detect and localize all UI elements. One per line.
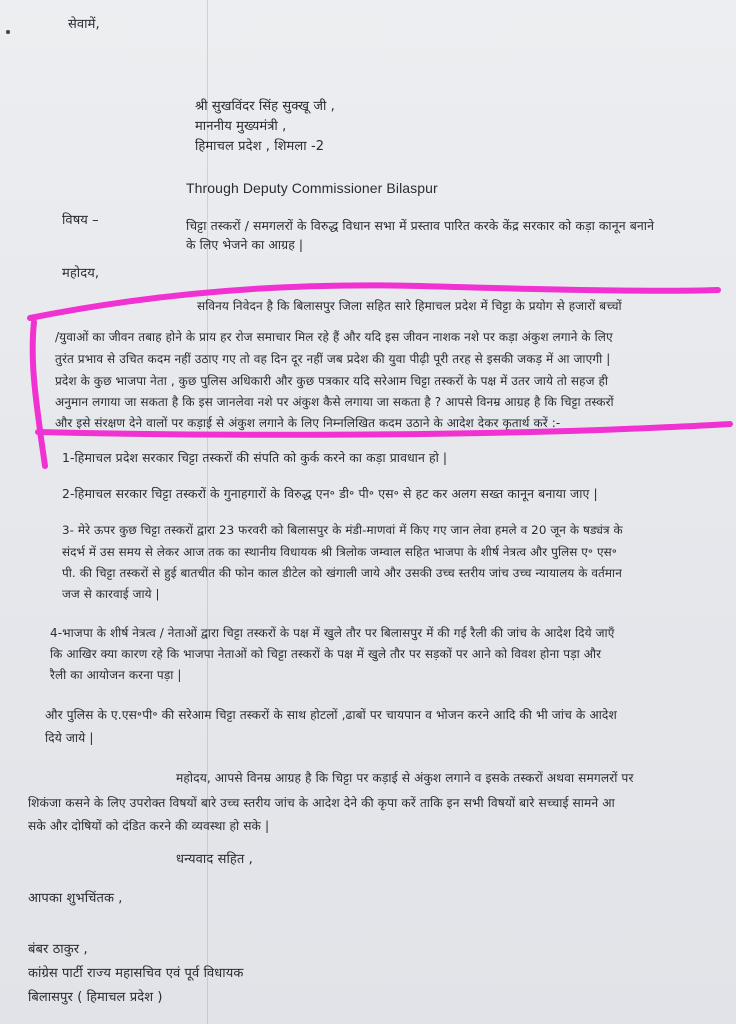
intro-line: अनुमान लगाया जा सकता है कि इस जानलेवा नशे पर अंकुश कैसे लगाया जा सकता है ? आपसे विनम्र आग्रह है कि चिट्टा तस्करों	[55, 395, 614, 409]
signer-name: बंबर ठाकुर ,	[28, 942, 88, 957]
pink-highlight-stroke	[30, 285, 730, 466]
intro-line: तुरंत प्रभाव से उचित कदम नहीं उठाए गए तो वह दिन दूर नहीं जब प्रदेश की युवा पीढ़ी पूरी तरह से इसकी जकड़ में आ जाएगी |	[55, 352, 611, 366]
point-1: 1-हिमाचल प्रदेश सरकार चिट्टा तस्करों की संपति को कुर्क करने का कड़ा प्रावधान हो |	[62, 450, 448, 465]
through-line: Through Deputy Commissioner Bilaspur	[186, 180, 438, 196]
subject-line-1: चिट्टा तस्करों / समगलरों के विरुद्ध विधान सभा में प्रस्ताव पारित करके केंद्र सरकार को कड़ा कानून बनाने	[186, 218, 655, 233]
police-para-line: दिये जाये |	[45, 731, 94, 745]
intro-line: और इसे संरक्षण देने वालों पर कड़ाई से अंकुश लगाने के लिए निम्नलिखित कदम उठाने के आदेश देकर कृतार्थ करें :-	[55, 416, 561, 430]
salutation: सेवामें,	[68, 17, 100, 32]
signer-place: बिलासपुर ( हिमाचल प्रदेश )	[28, 990, 163, 1005]
closing-para-line: महोदय, आपसे विनम्र आग्रह है कि चिट्टा पर कड़ाई से अंकुश लगाने व इसके तस्करों अथवा समगलरों पर	[176, 771, 634, 785]
point-3-line: जज से कारवाई जाये |	[62, 587, 160, 601]
point-4-line: कि आखिर क्या कारण रहे कि भाजपा नेताओं को चिट्टा तस्करों के पक्ष में खुले तौर पर सड़कों पर आने को विवश होना पड़ा और	[50, 647, 602, 661]
point-3-line: संदर्भ में उस समय से लेकर आज तक का स्थानीय विधायक श्री त्रिलोक जम्वाल सहित भाजपा के शीर्ष नेत्रत्व और पुलिस ए॰ एस॰	[62, 545, 617, 559]
signer-title: कांग्रेस पार्टी राज्य महासचिव एवं पूर्व विधायक	[28, 966, 244, 981]
recipient-address: हिमाचल प्रदेश , शिमला -2	[195, 139, 325, 154]
point-3-line: पी. की चिट्टा तस्करों से हुई बातचीत की फोन काल डीटेल को खंगाली जाये और उसकी उच्च स्तरीय जांच उच्च न्यायालय के वर्तमान	[62, 566, 622, 580]
point-4-line: 4-भाजपा के शीर्ष नेत्रत्व / नेताओं द्वारा चिट्टा तस्करों के पक्ष में खुले तौर पर बिलासपुर में की गई रैली की जांच के आदेश दिये जाएँ	[50, 626, 615, 640]
closing-para-line: शिकंजा कसने के लिए उपरोक्त विषयों बारे उच्च स्तरीय जांच के आदेश देने की कृपा करें ताकि इन सभी विषयों बारे सच्चाई सामने आ	[28, 796, 615, 810]
recipient-name: श्री सुखविंदर सिंह सुक्खू जी ,	[195, 99, 335, 114]
point-2: 2-हिमाचल सरकार चिट्टा तस्करों के गुनाहगारों के विरुद्ध एन॰ डी॰ पी॰ एस॰ से हट कर अलग सख्त कानून बनाया जाए |	[62, 486, 598, 501]
closing-para-line: सके और दोषियों को दंडित करने की व्यवस्था हो सके |	[28, 819, 270, 833]
point-3-line: 3- मेरे ऊपर कुछ चिट्टा तस्करों द्वारा 23 फरवरी को बिलासपुर के मंडी-माणवां में किए गए जान लेवा हमले व 20 जून के षड्यंत्र के	[62, 523, 623, 537]
intro-line: /युवाओं का जीवन तबाह होने के प्राय हर रोज समाचार मिल रहे हैं और यदि इस जीवन नाशक नशे पर कड़ा अंकुश लगाने के लिए	[55, 330, 613, 344]
greeting: महोदय,	[62, 266, 100, 281]
subject-line-2: के लिए भेजने का आग्रह |	[186, 237, 304, 252]
signoff: आपका शुभचिंतक ,	[28, 891, 123, 906]
police-para-line: और पुलिस के ए.एस॰पी॰ की सरेआम चिट्टा तस्करों के साथ होटलों ,ढाबों पर चायपान व भोजन करने आदि की भी जांच के आदेश	[45, 708, 617, 722]
thanks: धन्यवाद सहित ,	[176, 852, 253, 867]
intro-line: सविनय निवेदन है कि बिलासपुर जिला सहित सारे हिमाचल प्रदेश में चिट्टा के प्रयोग से हजारों बच्चों	[197, 299, 622, 313]
subject-label: विषय –	[62, 213, 99, 228]
recipient-designation: माननीय मुख्यमंत्री ,	[195, 119, 287, 134]
intro-line: प्रदेश के कुछ भाजपा नेता , कुछ पुलिस अधिकारी और कुछ पत्रकार यदि सरेआम चिट्टा तस्करों के पक्ष में उतर जाये तो सहज ही	[55, 374, 609, 388]
point-4-line: रैली का आयोजन करना पड़ा |	[50, 668, 182, 682]
